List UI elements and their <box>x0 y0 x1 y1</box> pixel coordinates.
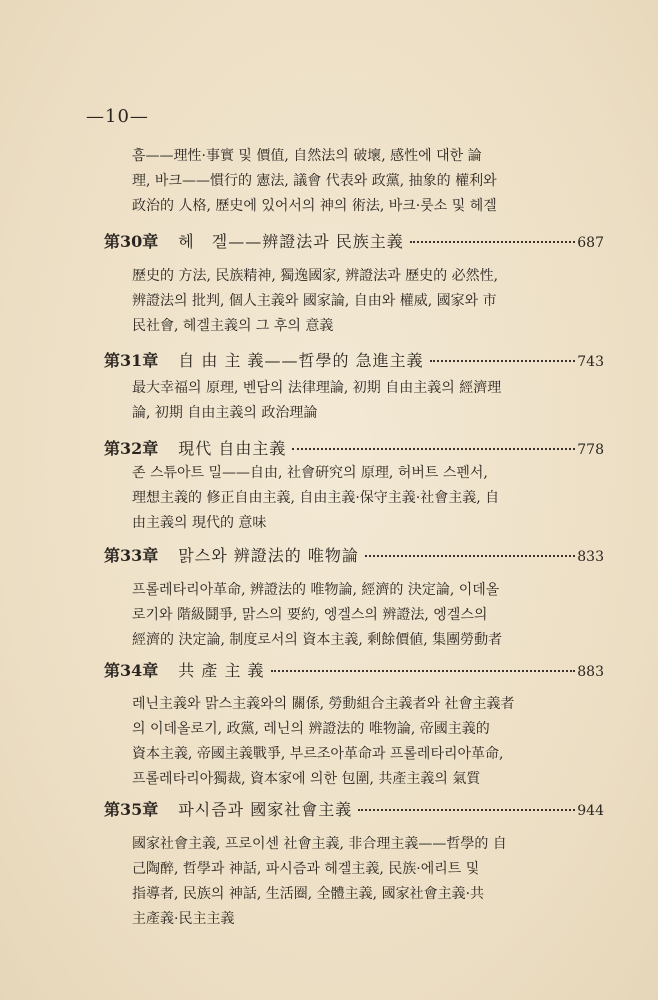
chapter-title: 現代 自由主義 <box>178 439 287 458</box>
text-line: 經濟的 決定論, 制度로서의 資本主義, 剩餘價値, 集團勞動者 <box>132 632 503 648</box>
chapter-30-summary <box>132 264 582 339</box>
chapter-30-heading <box>104 229 604 252</box>
chapter-32-heading <box>104 436 604 459</box>
text-line: 歷史的 方法, 民族精神, 獨逸國家, 辨證法과 歷史的 必然性, <box>132 268 499 284</box>
chapter-page: 944 <box>577 803 604 819</box>
chapter-title: 맑스와 辨證法的 唯物論 <box>178 546 359 565</box>
intro-paragraph <box>132 144 582 219</box>
chapter-35-heading <box>104 797 604 820</box>
chapter-number: 第33章 <box>104 546 159 565</box>
chapter-page: 883 <box>577 664 604 680</box>
text-line: 理, 바크——慣行的 憲法, 議會 代表와 政黨, 抽象的 權利와 <box>132 173 497 189</box>
text-line: 主產義·民主主義 <box>132 911 235 927</box>
text-line: 論, 初期 自由主義의 政治理論 <box>132 405 318 421</box>
text-line: 理想主義的 修正自由主義, 自由主義·保守主義·社會主義, 自 <box>132 490 500 506</box>
chapter-32-summary <box>132 461 582 536</box>
text-line: 흠——理性·事實 및 價值, 自然法의 破壞, 感性에 대한 論 <box>132 148 482 164</box>
text-line: 資本主義, 帝國主義戰爭, 부르조아革命과 프롤레타리아革命, <box>132 746 504 762</box>
page-number: —10— <box>86 106 149 127</box>
chapter-number: 第34章 <box>104 661 159 680</box>
leader-dots <box>430 360 576 362</box>
chapter-31-summary <box>132 376 582 426</box>
chapter-number: 第31章 <box>104 351 159 370</box>
text-line: 指導者, 民族의 神話, 生活圈, 全體主義, 國家社會主義·共 <box>132 886 485 902</box>
chapter-34-heading <box>104 658 604 681</box>
chapter-number: 第30章 <box>104 232 159 251</box>
text-line: 由主義의 現代的 意味 <box>132 515 267 531</box>
text-line: 己陶醉, 哲學과 神話, 파시즘과 헤겔主義, 民族·에리트 및 <box>132 861 480 877</box>
leader-dots <box>358 809 575 811</box>
leader-dots <box>365 555 575 557</box>
chapter-35-summary <box>132 832 582 932</box>
text-line: 最大幸福의 原理, 벤담의 法律理論, 初期 自由主義의 經濟理 <box>132 380 502 396</box>
chapter-page: 778 <box>577 442 604 458</box>
chapter-title: 헤 겔——辨證法과 民族主義 <box>178 232 404 251</box>
chapter-number: 第35章 <box>104 800 159 819</box>
chapter-page: 833 <box>577 549 604 565</box>
chapter-title: 共 產 主 義 <box>178 661 265 680</box>
chapter-34-summary <box>132 692 582 792</box>
chapter-33-summary <box>132 578 582 653</box>
chapter-page: 743 <box>577 354 604 370</box>
chapter-title: 自 由 主 義——哲學的 急進主義 <box>178 351 424 370</box>
text-line: 레닌主義와 맑스主義와의 關係, 勞動組合主義者와 社會主義者 <box>132 696 515 712</box>
leader-dots <box>271 670 576 672</box>
chapter-33-heading <box>104 543 604 566</box>
chapter-page: 687 <box>577 235 604 251</box>
chapter-31-heading <box>104 348 604 371</box>
chapter-title: 파시즘과 國家社會主義 <box>178 800 353 819</box>
text-line: 로기와 階級鬪爭, 맑스의 要約, 엥겔스의 辨證法, 엥겔스의 <box>132 607 488 623</box>
chapter-number: 第32章 <box>104 439 159 458</box>
leader-dots <box>292 448 575 450</box>
text-line: 존 스튜아트 밀——自由, 社會硏究의 原理, 허버트 스펜서, <box>132 465 488 481</box>
leader-dots <box>410 241 576 243</box>
text-line: 프롤레타리아獨裁, 資本家에 의한 包圍, 共產主義의 氣質 <box>132 771 481 787</box>
text-line: 民社會, 헤겔主義의 그 후의 意義 <box>132 318 334 334</box>
text-line: 辨證法의 批判, 個人主義와 國家論, 自由와 權威, 國家와 市 <box>132 293 497 309</box>
text-line: 프롤레타리아革命, 辨證法的 唯物論, 經濟的 決定論, 이데올 <box>132 582 500 598</box>
text-line: 國家社會主義, 프로이센 社會主義, 非合理主義——哲學的 自 <box>132 836 507 852</box>
text-line: 의 이데올로기, 政黨, 레닌의 辨證法的 唯物論, 帝國主義的 <box>132 721 490 737</box>
text-line: 政治的 人格, 歷史에 있어서의 神의 術法, 바크·룻소 및 헤겔 <box>132 198 497 214</box>
